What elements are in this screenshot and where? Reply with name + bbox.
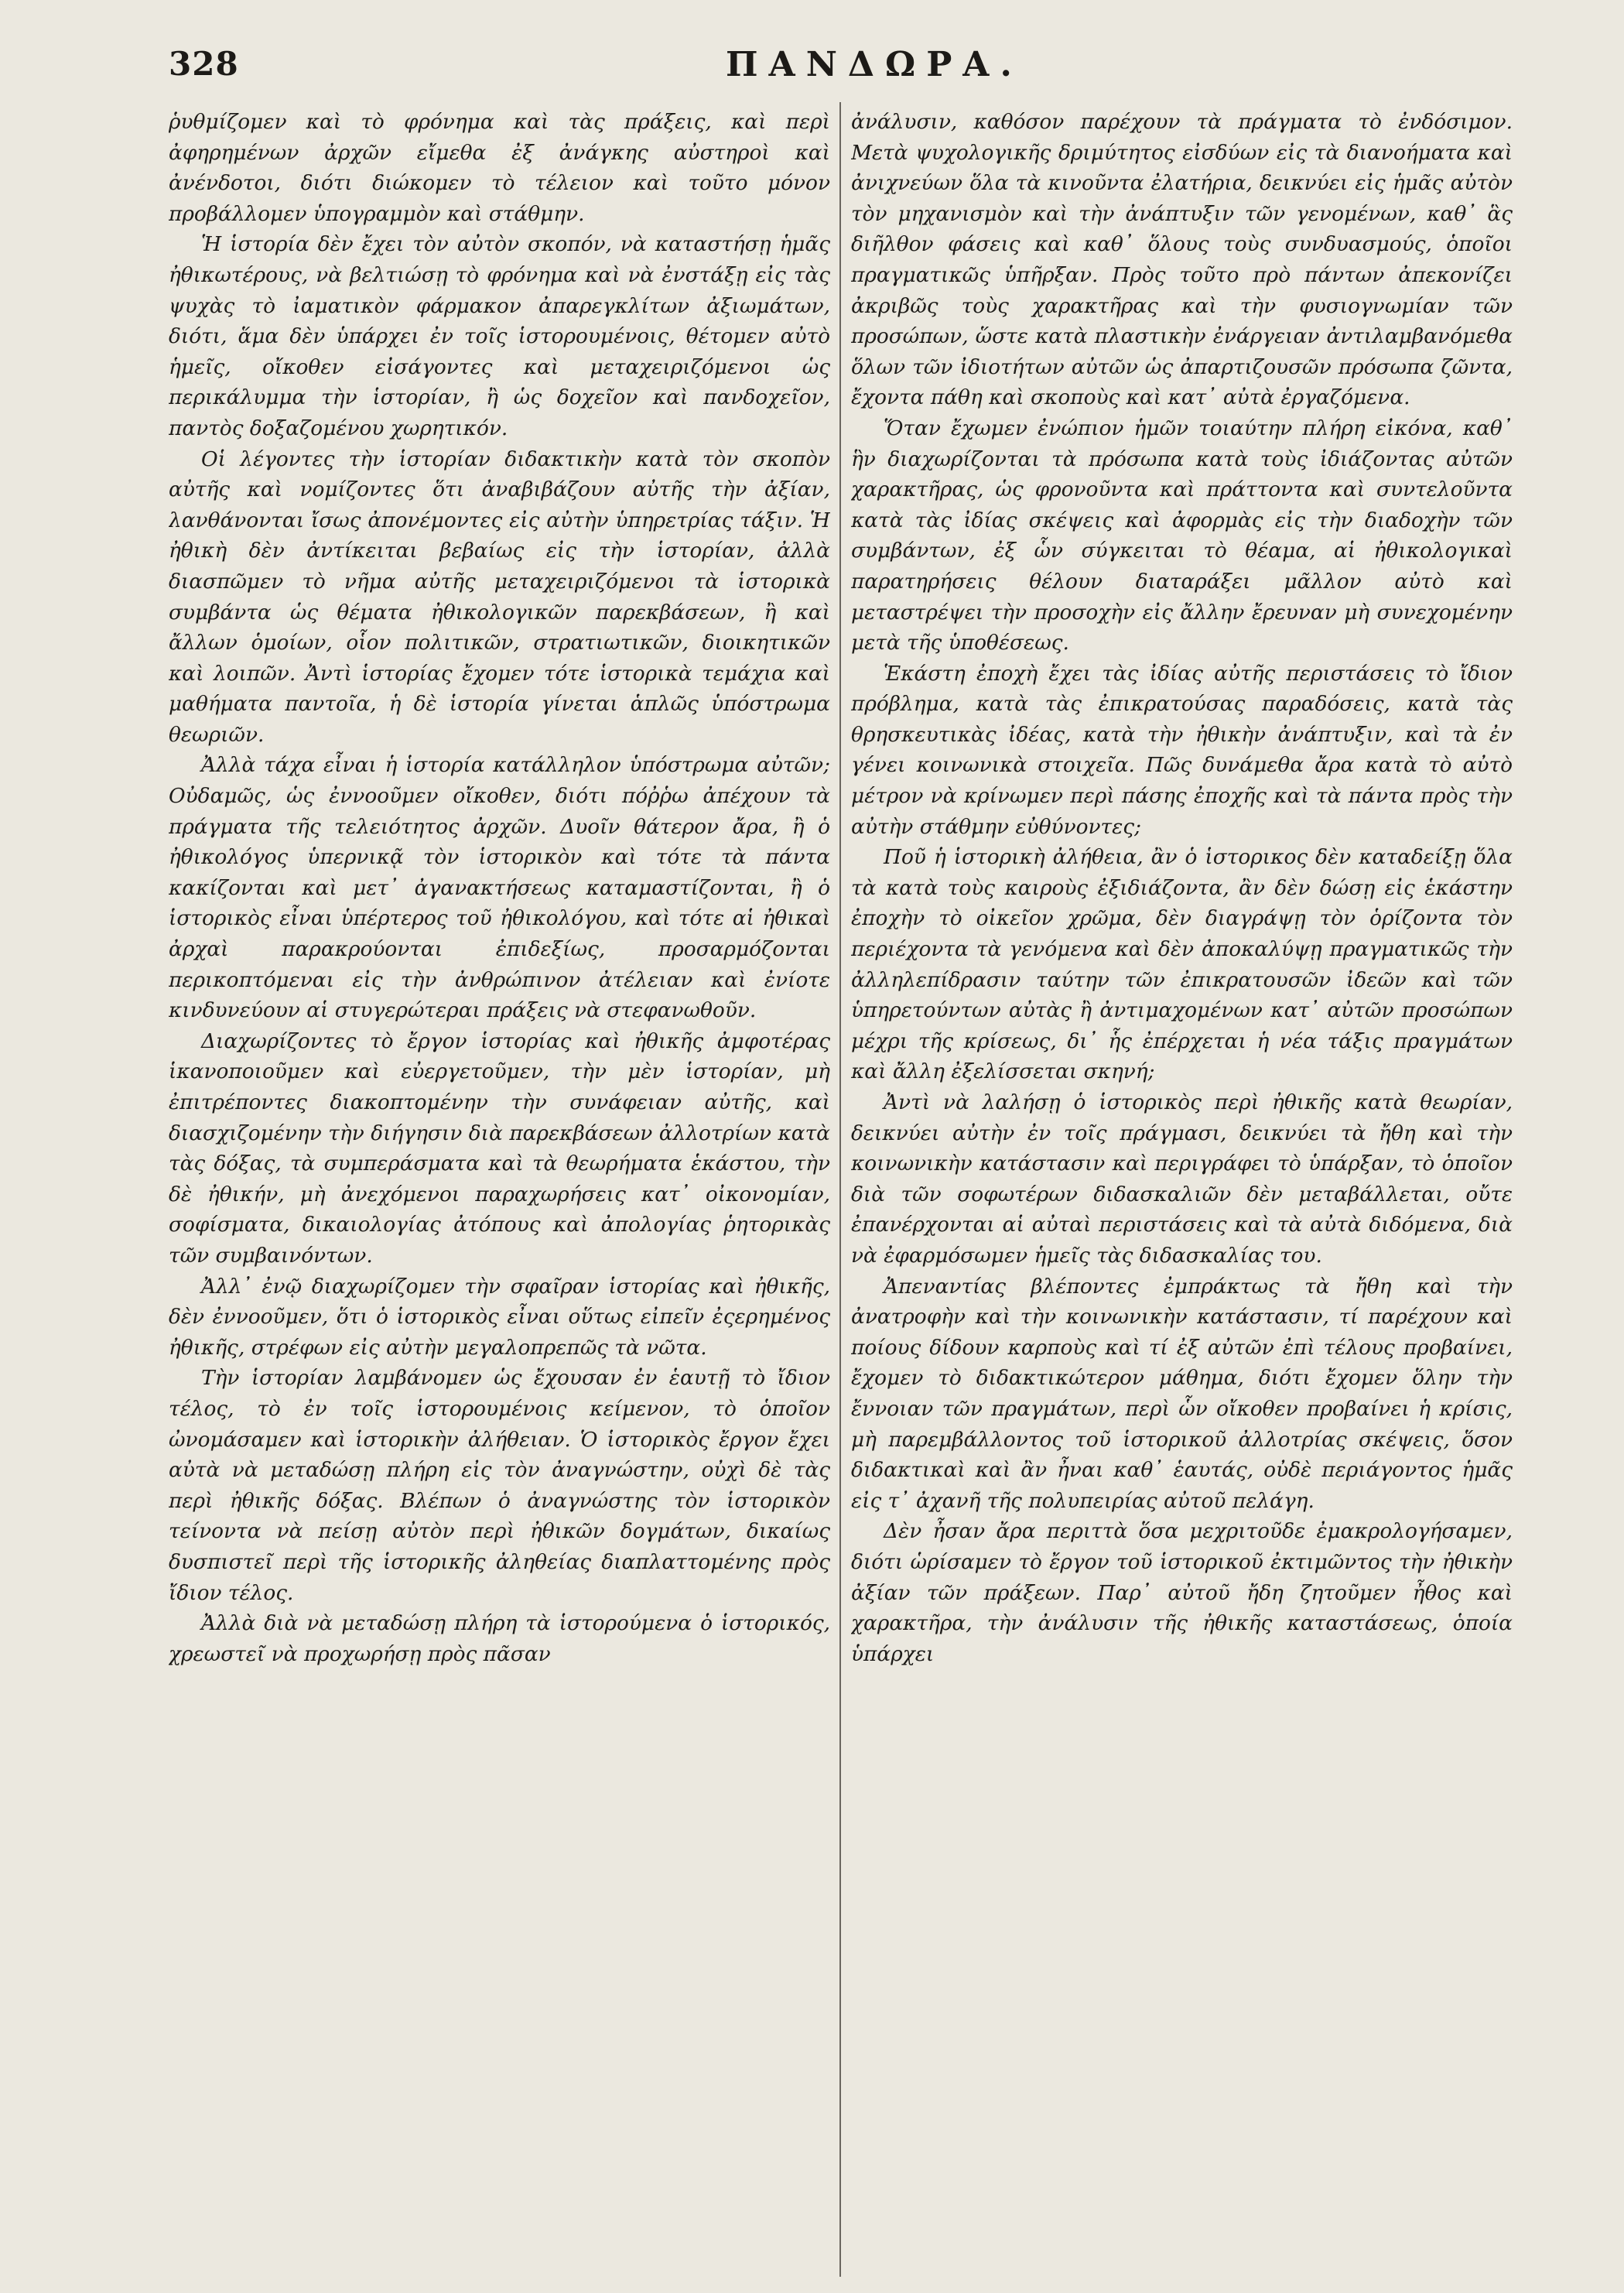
- paragraph: Ἀπεναντίας βλέποντες ἐμπράκτως τὰ ἤθη καὶ τὴν ἀνατροφὴν καὶ τὴν κοινωνικὴν κατάστασιν, τί παρέχουν καὶ ποίους δίδουν καρποὺς καὶ τί ἐξ αὐτῶν ἐπὶ τέλους προβαίνει, ἔχομεν τὸ διδακτικώτερον μάθημα, διότι ἔχομεν ὅλην τὴν ἔννοιαν τῶν πραγμάτων, περὶ ὧν οἴκοθεν προβαίνει ἡ κρίσις, μὴ παρεμβάλλοντος τοῦ ἱστορικοῦ ἀλλοτρίας σκέψεις, ὅσον διδακτικαὶ καὶ ἂν ἦναι καθ᾽ ἑαυτάς, οὐδὲ περιάγοντος ἡμᾶς εἰς τ᾽ ἀχανῆ τῆς πολυπειρίας αὐτοῦ πελάγη.: [851, 1274, 1513, 1513]
- paragraph: Ἀντὶ νὰ λαλήσῃ ὁ ἱστορικὸς περὶ ἠθικῆς κατὰ θεωρίαν, δεικνύει αὐτὴν ἐν τοῖς πράγμασι, δεικνύει τὰ ἤθη καὶ τὴν κοινωνικὴν κατάστασιν καὶ περιγράφει τὸ ὑπάρξαν, τὸ ὁποῖον διὰ τῶν σοφωτέρων διδασκαλιῶν δὲν μεταβάλλεται, οὔτε ἐπανέρχονται αἱ αὐταὶ περιστάσεις καὶ τὰ αὐτὰ διδόμενα, διὰ νὰ ἐφαρμόσωμεν ἡμεῖς τὰς διδασκαλίας του.: [851, 1090, 1513, 1268]
- left-column: [169, 107, 830, 2274]
- paragraph: Ἀλλ᾽ ἐνῷ διαχωρίζομεν τὴν σφαῖραν ἱστορίας καὶ ἠθικῆς, δὲν ἐννοοῦμεν, ὅτι ὁ ἱστορικὸς εἶναι οὕτως εἰπεῖν ἐςερημένος ἠθικῆς, στρέφων εἰς αὐτὴν μεγαλοπρεπῶς τὰ νῶτα.: [169, 1274, 830, 1360]
- paragraph: Διαχωρίζοντες τὸ ἔργον ἱστορίας καὶ ἠθικῆς ἀμφοτέρας ἱκανοποιοῦμεν καὶ εὐεργετοῦμεν, τὴν μὲν ἱστορίαν, μὴ ἐπιτρέποντες διακοπτομένην τὴν συνάφειαν αὐτῆς, καὶ διασχιζομένην τὴν διήγησιν διὰ παρεκβάσεων ἀλλοτρίων κατὰ τὰς δόξας, τὰ συμπεράσματα καὶ τὰ θεωρήματα ἑκάστου, τὴν δὲ ἠθικήν, μὴ ἀνεχόμενοι παραχωρήσεις κατ᾽ οἰκονομίαν, σοφίσματα, δικαιολογίας ἀτόπους καὶ ἀπολογίας ῥητορικὰς τῶν συμβαινόντων.: [169, 1028, 830, 1268]
- paragraph: Ὅταν ἔχωμεν ἐνώπιον ἡμῶν τοιαύτην πλήρη εἰκόνα, καθ᾽ ἣν διαχωρίζονται τὰ πρόσωπα κατὰ τοὺς ἰδιάζοντας αὐτῶν χαρακτῆρας, ὡς φρονοῦντα καὶ πράττοντα καὶ συντελοῦντα κατὰ τὰς ἰδίας σκέψεις καὶ ἀφορμὰς εἰς τὴν διαδοχὴν τῶν συμβάντων, ἐξ ὧν σύγκειται τὸ θέαμα, αἱ ἠθικολογικαὶ παρατηρήσεις θέλουν διαταράξει μᾶλλον αὐτὸ καὶ μεταστρέψει τὴν προσοχὴν εἰς ἄλλην ἔρευναν μὴ συνεχομένην μετὰ τῆς ὑποθέσεως.: [851, 416, 1513, 655]
- paragraph: Ἑκάστη ἐποχὴ ἔχει τὰς ἰδίας αὐτῆς περιστάσεις τὸ ἴδιον πρόβλημα, κατὰ τὰς ἐπικρατούσας παραδόσεις, κατὰ τὰς θρησκευτικὰς ἰδέας, κατὰ τὴν ἠθικὴν ἀνάπτυξιν, καὶ τὰ ἐν γένει κοινωνικὰ στοιχεῖα. Πῶς δυνάμεθα ἄρα κατὰ τὸ αὐτὸ μέτρον νὰ κρίνωμεν περὶ πάσης ἐποχῆς καὶ τὰ πάντα πρὸς τὴν αὐτὴν στάθμην εὐθύνοντες;: [851, 661, 1513, 839]
- page-number: 328: [169, 45, 239, 83]
- paragraph: Ἡ ἱστορία δὲν ἔχει τὸν αὐτὸν σκοπόν, νὰ καταστήσῃ ἡμᾶς ἠθικωτέρους, νὰ βελτιώσῃ τὸ φρόνημα καὶ νὰ ἐνστάξῃ εἰς τὰς ψυχὰς τὸ ἰαματικὸν φάρμακον ἀπαρεγκλίτων ἀξιωμάτων, διότι, ἅμα δὲν ὑπάρχει ἐν τοῖς ἱστορουμένοις, θέτομεν αὐτὸ ἡμεῖς, οἴκοθεν εἰσάγοντες καὶ μεταχειριζόμενοι ὡς περικάλυμμα τὴν ἱστορίαν, ἢ ὡς δοχεῖον καὶ πανδοχεῖον, παντὸς δοξαζομένου χωρητικόν.: [169, 232, 830, 440]
- paragraph: Δὲν ἦσαν ἄρα περιττὰ ὅσα μεχριτοῦδε ἐμακρολογήσαμεν, διότι ὡρίσαμεν τὸ ἔργον τοῦ ἱστορικοῦ ἐκτιμῶντος τὴν ἠθικὴν ἀξίαν τῶν πράξεων. Παρ᾽ αὐτοῦ ἤδη ζητοῦμεν ἦθος καὶ χαρακτῆρα, τὴν ἀνάλυσιν τῆς ἠθικῆς καταστάσεως, ὁποία ὑπάρχει: [851, 1519, 1513, 1666]
- journal-title: ΠΑΝΔΩΡΑ.: [726, 45, 1023, 84]
- column-divider: [839, 102, 841, 2277]
- page-header: [169, 45, 1484, 99]
- paragraph: Ἀλλὰ τάχα εἶναι ἡ ἱστορία κατάλληλον ὑπόστρωμα αὐτῶν; Οὐδαμῶς, ὡς ἐννοοῦμεν οἴκοθεν, διότι πόῤῥω ἀπέχουν τὰ πράγματα τῆς τελειότητος ἀρχῶν. Δυοῖν θάτερον ἄρα, ἢ ὁ ἠθικολόγος ὑπερνικᾷ τὸν ἱστορικὸν καὶ τότε τὰ πάντα κακίζονται καὶ μετ᾽ ἀγανακτήσεως καταμαστίζονται, ἢ ὁ ἱστορικὸς εἶναι ὑπέρτερος τοῦ ἠθικολόγου, καὶ τότε αἱ ἠθικαὶ ἀρχαὶ παρακρούονται ἐπιδεξίως, προσαρμόζονται περικοπτόμεναι εἰς τὴν ἀνθρώπινον ἀτέλειαν καὶ ἐνίοτε κινδυνεύουν αἱ στυγερώτεραι πράξεις νὰ στεφανωθοῦν.: [169, 753, 830, 1023]
- paragraph: Οἱ λέγοντες τὴν ἱστορίαν διδακτικὴν κατὰ τὸν σκοπὸν αὐτῆς καὶ νομίζοντες ὅτι ἀναβιβάζουν αὐτῆς τὴν ἀξίαν, λανθάνονται ἴσως ἀπονέμοντες εἰς αὐτὴν ὑπηρετρίας τάξιν. Ἡ ἠθικὴ δὲν ἀντίκειται βεβαίως εἰς τὴν ἱστορίαν, ἀλλὰ διασπῶμεν τὸ νῆμα αὐτῆς μεταχειριζόμενοι τὰ ἱστορικὰ συμβάντα ὡς θέματα ἠθικολογικῶν παρεκβάσεων, ἢ καὶ ἄλλων ὁμοίων, οἷον πολιτικῶν, στρατιωτικῶν, διοικητικῶν καὶ λοιπῶν. Ἀντὶ ἱστορίας ἔχομεν τότε ἱστορικὰ τεμάχια καὶ μαθήματα παντοῖα, ἡ δὲ ἱστορία γίνεται ἁπλῶς ὑπόστρωμα θεωριῶν.: [169, 447, 830, 747]
- paragraph: ῥυθμίζομεν καὶ τὸ φρόνημα καὶ τὰς πράξεις, καὶ περὶ ἀφηρημένων ἀρχῶν εἴμεθα ἐξ ἀνάγκης αὐστηροὶ καὶ ἀνένδοτοι, διότι διώκομεν τὸ τέλειον καὶ τοῦτο μόνον προβάλλομεν ὑπογραμμὸν καὶ στάθμην.: [169, 110, 830, 226]
- paragraph: Ποῦ ἡ ἱστορικὴ ἀλήθεια, ἂν ὁ ἱστορικος δὲν καταδείξῃ ὅλα τὰ κατὰ τοὺς καιροὺς ἐξιδιάζοντα, ἂν δὲν δώσῃ εἰς ἑκάστην ἐποχὴν τὸ οἰκεῖον χρῶμα, δὲν διαγράψῃ τὸν ὁρίζοντα τὸν περιέχοντα τὰ γενόμενα καὶ δὲν ἀποκαλύψῃ πραγματικῶς τὴν ἀλληλεπίδρασιν ταύτην τῶν ἐπικρατουσῶν ἰδεῶν καὶ τῶν ὑπηρετούντων αὐτὰς ἢ ἀντιμαχομένων κατ᾽ αὐτῶν προσώπων μέχρι τῆς κρίσεως, δι᾽ ἧς ἐπέρχεται ἡ νέα τάξις πραγμάτων καὶ ἄλλη ἐξελίσσεται σκηνή;: [851, 845, 1513, 1084]
- paragraph: Ἀλλὰ διὰ νὰ μεταδώσῃ πλήρη τὰ ἱστορούμενα ὁ ἱστορικός, χρεωστεῖ νὰ προχωρήσῃ πρὸς πᾶσαν: [169, 1611, 830, 1666]
- paragraph: Τὴν ἱστορίαν λαμβάνομεν ὡς ἔχουσαν ἐν ἑαυτῇ τὸ ἴδιον τέλος, τὸ ἐν τοῖς ἱστορουμένοις κείμενον, τὸ ὁποῖον ὠνομάσαμεν καὶ ἱστορικὴν ἀλήθειαν. Ὁ ἱστορικὸς ἔργον ἔχει αὐτὰ νὰ μεταδώσῃ πλήρη εἰς τὸν ἀναγνώστην, οὐχὶ δὲ τὰς περὶ ἠθικῆς δόξας. Βλέπων ὁ ἀναγνώστης τὸν ἱστορικὸν τείνοντα νὰ πείσῃ αὐτὸν περὶ ἠθικῶν δογμάτων, δικαίως δυσπιστεῖ περὶ τῆς ἱστορικῆς ἀληθείας διαπλαττομένης πρὸς ἴδιον τέλος.: [169, 1366, 830, 1605]
- paragraph: ἀνάλυσιν, καθόσον παρέχουν τὰ πράγματα τὸ ἐνδόσιμον. Μετὰ ψυχολογικῆς δριμύτητος εἰσδύων εἰς τὰ διανοήματα καὶ ἀνιχνεύων ὅλα τὰ κινοῦντα ἐλατήρια, δεικνύει εἰς ἡμᾶς αὐτὸν τὸν μηχανισμὸν καὶ τὴν ἀνάπτυξιν τῶν γενομένων, καθ᾽ ἃς διῆλθον φάσεις καὶ καθ᾽ ὅλους τοὺς συνδυασμούς, ὁποῖοι πραγματικῶς ὑπῆρξαν. Πρὸς τοῦτο πρὸ πάντων ἀπεκονίζει ἀκριβῶς τοὺς χαρακτῆρας καὶ τὴν φυσιογνωμίαν τῶν προσώπων, ὥστε κατὰ πλαστικὴν ἐνάργειαν ἀντιλαμβανόμεθα ὅλων τῶν ἰδιοτήτων αὐτῶν ὡς ἀπαρτιζουσῶν πρόσωπα ζῶντα, ἔχοντα πάθη καὶ σκοποὺς καὶ κατ᾽ αὐτὰ ἐργαζόμενα.: [851, 110, 1513, 410]
- right-column: [851, 107, 1513, 2274]
